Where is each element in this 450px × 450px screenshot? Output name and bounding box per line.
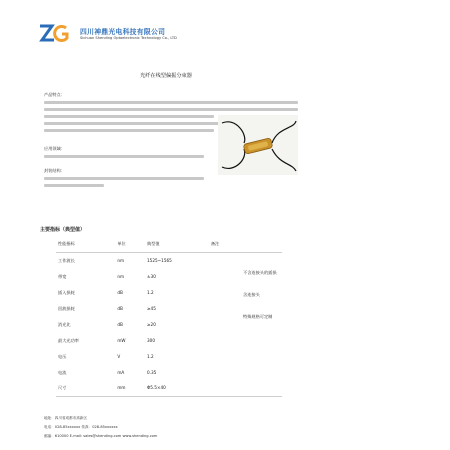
param-cell: 电流: [58, 369, 67, 375]
unit-cell: mm: [115, 380, 145, 396]
value-cell: ≥20: [147, 321, 156, 327]
param-cell: 插入损耗: [58, 289, 75, 295]
unit-cell: mA: [117, 369, 125, 375]
param-cell: 回波损耗: [58, 305, 75, 311]
paragraph-line: [44, 108, 298, 111]
header-cell: 备注: [209, 236, 282, 252]
paragraph-line: [44, 129, 214, 132]
remark-text: 不含连接头的插损: [243, 270, 277, 275]
unit-cell: dB: [117, 321, 123, 327]
table-row: [56, 348, 282, 364]
remark-text: 含连接头: [243, 292, 260, 297]
unit-cell: V: [117, 353, 121, 359]
unit-cell: nm: [117, 273, 125, 279]
unit-cell: mW: [117, 337, 126, 343]
value-cell: 1525~1565: [147, 257, 172, 263]
param-cell: 尺寸: [56, 380, 115, 396]
footer-phone: 电话：028-85xxxxxx 传真：028-85xxxxxx: [44, 425, 118, 429]
param-cell: 最大光功率: [58, 337, 79, 343]
table-row: [56, 252, 282, 268]
package-label: 封装结构：: [44, 168, 65, 173]
paragraph-line: [44, 184, 104, 187]
company-name-en: Sichuan Shending Optoelectronic Technology Co., LTD: [80, 36, 177, 40]
value-cell: 1.2: [147, 289, 154, 295]
unit-cell: dB: [117, 289, 123, 295]
header-cell: 性能指标: [56, 236, 115, 252]
value-cell: Φ5.5×40: [145, 380, 209, 396]
unit-cell: nm: [117, 257, 125, 263]
product-photo-icon: [218, 115, 298, 175]
company-name-cn: 四川神鼎光电科技有限公司: [80, 28, 166, 36]
remark-text: 特殊规格可定制: [243, 314, 273, 319]
document-title: 光纤在线型偏振分束器: [140, 73, 192, 79]
param-cell: 工作波长: [58, 257, 75, 263]
value-cell: 0.35: [147, 369, 157, 375]
value-cell: 1.2: [147, 353, 154, 359]
paragraph-line: [44, 155, 204, 158]
table-row: [56, 364, 282, 380]
value-cell: ±30: [147, 273, 156, 279]
features-label: 产品特点：: [44, 92, 65, 97]
table-row: [56, 380, 282, 396]
param-cell: 电压: [58, 353, 67, 359]
paragraph-line: [44, 177, 204, 180]
value-cell: ≥45: [147, 305, 156, 311]
footer-contact: 邮编：610000 E-mail: sales@shending.com www.shending.com: [44, 434, 158, 438]
unit-cell: dB: [117, 305, 123, 311]
header-cell: 单位: [115, 236, 145, 252]
footer-address: 地址：四川省成都市高新区: [44, 416, 88, 420]
company-logo-icon: [38, 22, 74, 44]
param-cell: 消光比: [58, 321, 71, 327]
param-cell: 带宽: [58, 273, 67, 279]
header-cell: 典型值: [145, 236, 209, 252]
paragraph-line: [44, 101, 298, 104]
table-row: [56, 332, 282, 348]
table-header-row: [56, 236, 282, 252]
value-cell: 300: [147, 337, 156, 343]
paragraph-line: [44, 115, 214, 118]
spec-section-title: 主要指标（典型值）: [40, 227, 86, 233]
application-label: 应用领域：: [44, 146, 65, 151]
